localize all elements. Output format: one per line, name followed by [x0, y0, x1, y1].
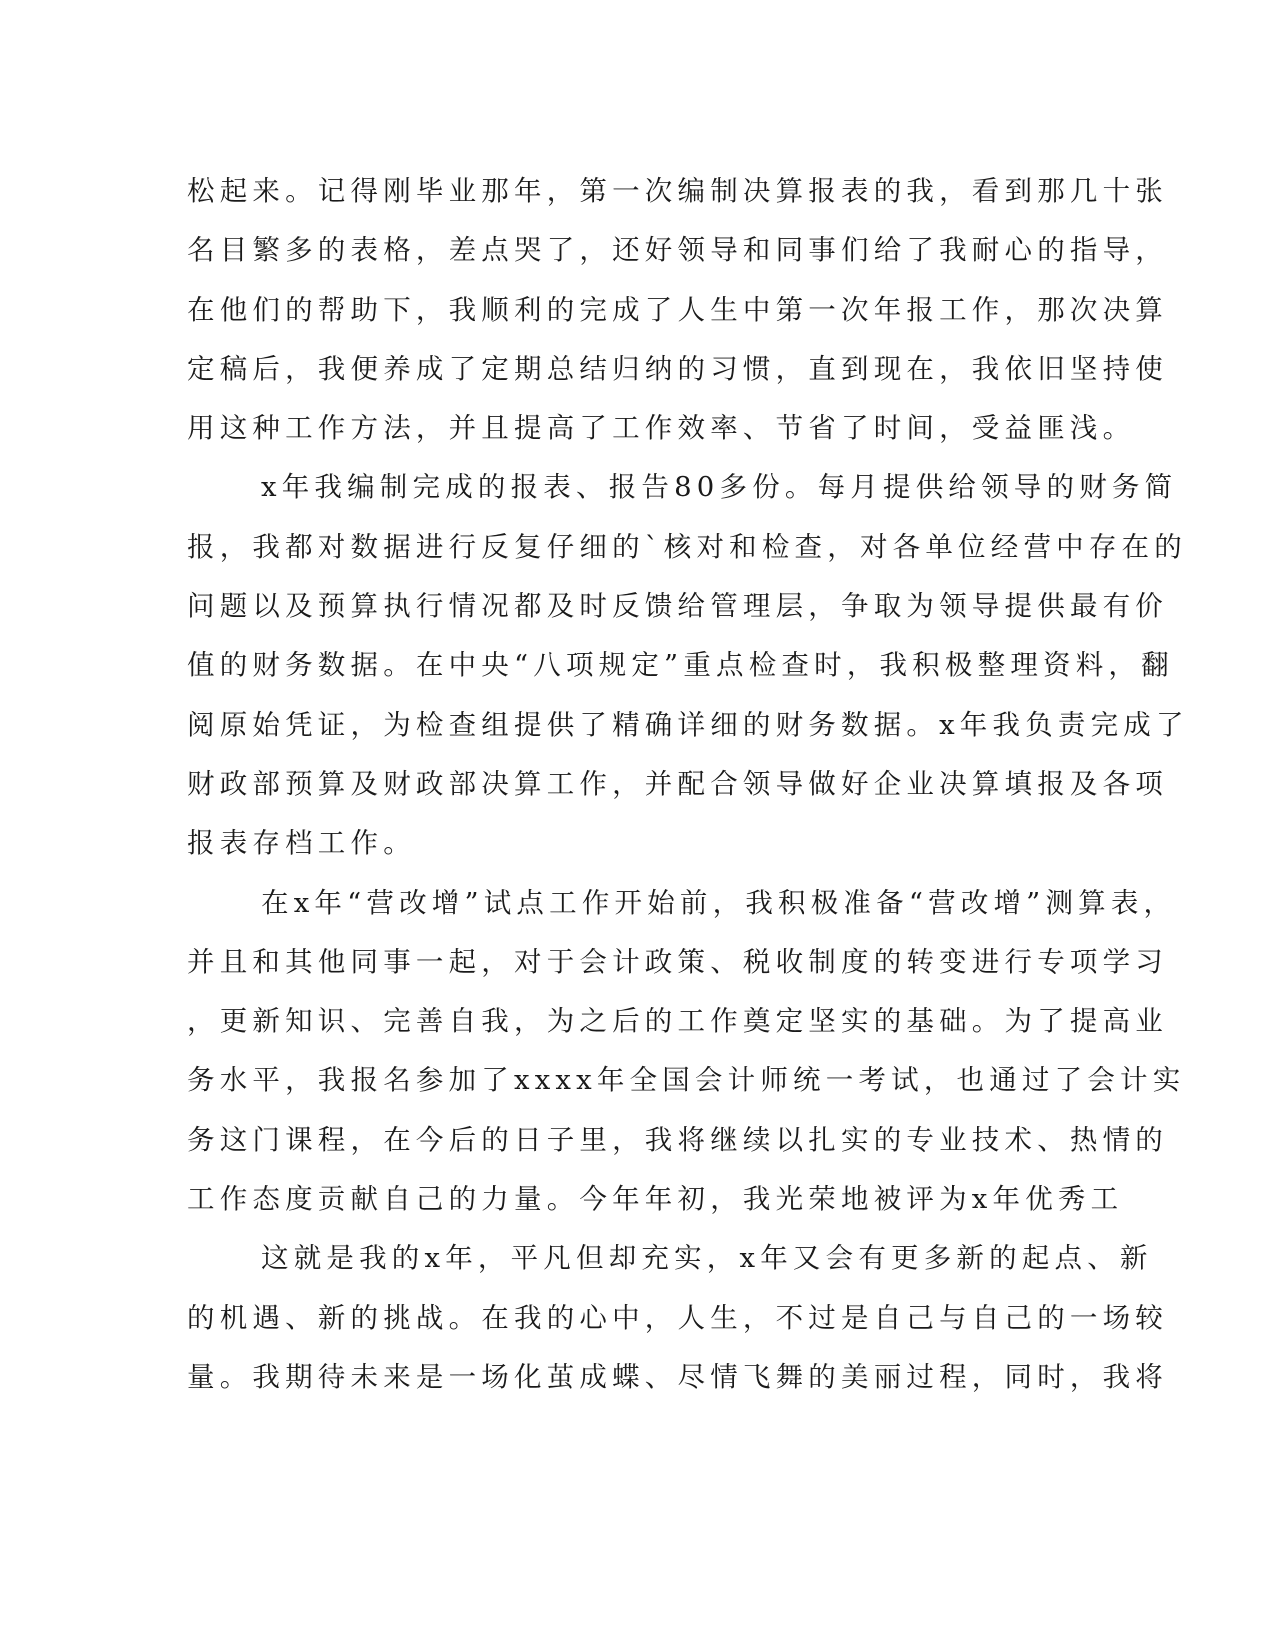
- body-text: [187, 162, 1189, 1407]
- text-line: 并且和其他同事一起，对于会计政策、税收制度的转变进行专项学习: [187, 945, 1168, 978]
- text-line: 值的财务数据。在中央“八项规定”重点检查时，我积极整理资料，翻: [187, 649, 1174, 682]
- text-line: 财政部预算及财政部决算工作，并配合领导做好企业决算填报及各项: [187, 767, 1168, 800]
- text-line: 问题以及预算执行情况都及时反馈给管理层，争取为领导提供最有价: [187, 590, 1168, 623]
- paragraph-start-line: x年我编制完成的报表、报告80多份。每月提供给领导的财务简: [261, 471, 1178, 504]
- text-line: 名目繁多的表格，差点哭了，还好领导和同事们给了我耐心的指导，: [187, 234, 1168, 267]
- text-line: 报，我都对数据进行反复仔细的`核对和检查，对各单位经营中存在的: [187, 530, 1187, 563]
- text-line: 务水平，我报名参加了xxxx年全国会计师统一考试，也通过了会计实: [187, 1064, 1186, 1097]
- text-line: 的机遇、新的挑战。在我的心中，人生，不过是自己与自己的一场较: [187, 1301, 1168, 1334]
- text-line: 定稿后，我便养成了定期总结归纳的习惯，直到现在，我依旧坚持使: [187, 352, 1168, 385]
- text-line: 在他们的帮助下，我顺利的完成了人生中第一次年报工作，那次决算: [187, 293, 1168, 326]
- paragraph-start-line: 在x年“营改增”试点工作开始前，我积极准备“营改增”测算表，: [261, 886, 1177, 919]
- text-line: 报表存档工作。: [187, 827, 416, 860]
- text-line: 工作态度贡献自己的力量。今年年初，我光荣地被评为x年优秀工: [187, 1183, 1124, 1216]
- text-line: 松起来。记得刚毕业那年，第一次编制决算报表的我，看到那几十张: [187, 175, 1168, 207]
- text-line: 阅原始凭证，为检查组提供了精确详细的财务数据。x年我负责完成了: [187, 708, 1189, 741]
- text-line: 量。我期待未来是一场化茧成蝶、尽情飞舞的美丽过程，同时，我将: [187, 1360, 1168, 1393]
- paragraph-start-line: 这就是我的x年，平凡但却充实，x年又会有更多新的起点、新: [261, 1242, 1153, 1275]
- text-line: 务这门课程，在今后的日子里，我将继续以扎实的专业技术、热情的: [187, 1123, 1168, 1156]
- text-line: 用这种工作方法，并且提高了工作效率、节省了时间，受益匪浅。: [187, 412, 1136, 445]
- text-line: ，更新知识、完善自我，为之后的工作奠定坚实的基础。为了提高业: [187, 1005, 1168, 1038]
